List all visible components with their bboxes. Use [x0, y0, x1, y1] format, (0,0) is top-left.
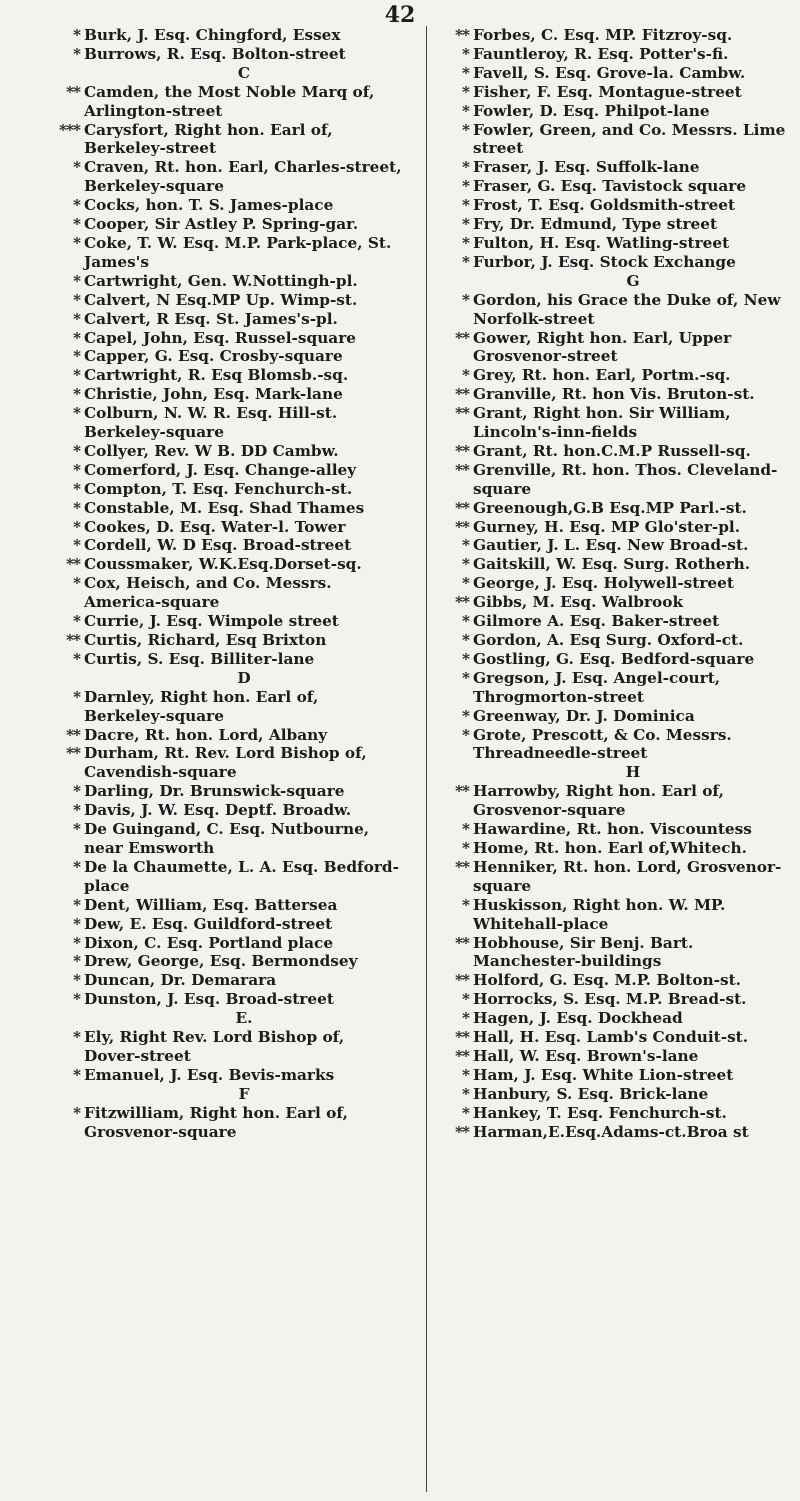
subscriber-entry: [44, 442, 404, 461]
subscriber-entry: [433, 669, 793, 707]
subscriber-text: Fulton, H. Esq. Watling-street: [473, 233, 730, 252]
subscriber-text: Camden, the Most Noble Marq of, Arlington-street: [84, 82, 375, 120]
subscriber-text: De Guingand, C. Esq. Nutbourne, near Emsworth: [84, 820, 370, 857]
subscriber-entry: [433, 1085, 793, 1104]
subscriber-entry: [433, 499, 793, 518]
subscriber-entry: [44, 726, 404, 745]
subscriber-text: Coussmaker, W.K.Esq.Dorset-sq.: [84, 555, 362, 574]
subscriber-entry: [433, 26, 793, 45]
subscriber-entry: [433, 83, 793, 102]
subscriber-text: Hall, W. Esq. Brown's-lane: [473, 1046, 699, 1065]
subscriber-entry: [433, 215, 793, 234]
subscriber-text: Hankey, T. Esq. Fenchurch-st.: [473, 1103, 727, 1122]
asterisk-marks: *: [73, 536, 80, 555]
subscriber-text: Duncan, Dr. Demarara: [84, 971, 277, 990]
asterisk-marks: **: [455, 1046, 469, 1065]
subscriber-entry: [433, 650, 793, 669]
subscriber-text: Forbes, C. Esq. MP. Fitzroy-sq.: [473, 26, 733, 44]
subscriber-entry: [44, 612, 404, 631]
subscriber-text: Collyer, Rev. W B. DD Cambw.: [84, 441, 339, 460]
asterisk-marks: **: [66, 631, 80, 649]
asterisk-marks: *: [462, 612, 469, 631]
asterisk-marks: *: [462, 252, 469, 271]
section-letter: G: [626, 271, 640, 290]
asterisk-marks: *: [462, 1103, 469, 1122]
subscriber-text: Dent, William, Esq. Battersea: [84, 895, 338, 914]
subscriber-list: [44, 26, 784, 1496]
subscriber-text: Hanbury, S. Esq. Brick-lane: [473, 1084, 709, 1103]
subscriber-entry: [433, 291, 793, 329]
subscriber-text: Horrocks, S. Esq. M.P. Bread-st.: [473, 990, 747, 1009]
asterisk-marks: *: [73, 517, 80, 536]
section-letter: F: [238, 1084, 250, 1103]
subscriber-text: Greenough,G.B Esq.MP Parl.-st.: [473, 498, 747, 517]
subscriber-text: Curtis, S. Esq. Billiter-lane: [84, 649, 315, 668]
subscriber-entry: [433, 366, 793, 385]
subscriber-entry: [433, 858, 793, 896]
subscriber-entry: [44, 536, 404, 555]
subscriber-entry: [433, 64, 793, 83]
asterisk-marks: **: [455, 328, 469, 347]
subscriber-entry: [433, 1066, 793, 1085]
subscriber-text: Gibbs, M. Esq. Walbrook: [473, 593, 684, 612]
asterisk-marks: **: [455, 498, 469, 517]
subscriber-entry: [433, 329, 793, 367]
subscriber-text: Darnley, Right hon. Earl of, Berkeley-square: [84, 687, 319, 725]
asterisk-marks: **: [455, 782, 469, 801]
asterisk-marks: *: [462, 366, 469, 385]
subscriber-entry: [433, 461, 793, 499]
subscriber-text: Grenville, Rt. hon. Thos. Cleveland-square: [473, 460, 778, 498]
subscriber-entry: [433, 1047, 793, 1066]
asterisk-marks: **: [455, 460, 469, 479]
right-column: [426, 26, 793, 1492]
subscriber-text: Hobhouse, Sir Benj. Bart. Manchester-buildings: [473, 933, 694, 971]
asterisk-marks: *: [462, 895, 469, 914]
asterisk-marks: *: [73, 158, 80, 177]
subscriber-text: Grant, Right hon. Sir William, Lincoln's-inn-fields: [473, 404, 731, 442]
subscriber-entry: [433, 253, 793, 272]
subscriber-text: Cordell, W. D Esq. Broad-street: [84, 536, 352, 555]
subscriber-text: Grant, Rt. hon.C.M.P Russell-sq.: [473, 441, 751, 460]
subscriber-entry: [44, 574, 404, 612]
asterisk-marks: *: [73, 649, 80, 668]
subscriber-entry: [433, 1104, 793, 1123]
subscriber-entry: [433, 820, 793, 839]
subscriber-text: Darling, Dr. Brunswick-square: [84, 782, 345, 801]
subscriber-text: Calvert, R Esq. St. James's-pl.: [84, 309, 338, 328]
asterisk-marks: *: [73, 404, 80, 423]
subscriber-entry: [433, 45, 793, 64]
subscriber-entry: [433, 990, 793, 1009]
subscriber-entry: [44, 631, 404, 650]
asterisk-marks: *: [462, 649, 469, 668]
subscriber-text: Ely, Right Rev. Lord Bishop of, Dover-street: [84, 1028, 345, 1065]
subscriber-text: Gregson, J. Esq. Angel-court, Throgmorton-street: [473, 668, 721, 706]
asterisk-marks: *: [462, 706, 469, 725]
subscriber-entry: [433, 707, 793, 726]
section-letter: E.: [235, 1009, 253, 1028]
asterisk-marks: *: [73, 971, 80, 990]
subscriber-entry: [433, 631, 793, 650]
subscriber-text: Durham, Rt. Rev. Lord Bishop of, Cavendish-square: [84, 744, 367, 782]
asterisk-marks: ***: [59, 120, 80, 139]
subscriber-text: Hawardine, Rt. hon. Viscountess: [473, 820, 752, 839]
asterisk-marks: *: [462, 820, 469, 839]
asterisk-marks: *: [73, 26, 80, 44]
subscriber-text: Gilmore A. Esq. Baker-street: [473, 612, 720, 631]
subscriber-text: Davis, J. W. Esq. Deptf. Broadw.: [84, 801, 352, 820]
subscriber-entry: [44, 915, 404, 934]
subscriber-entry: [433, 102, 793, 121]
subscriber-text: Greenway, Dr. J. Dominica: [473, 706, 695, 725]
asterisk-marks: *: [462, 82, 469, 101]
subscriber-text: Cartwright, Gen. W.Nottingh-pl.: [84, 271, 358, 290]
asterisk-marks: *: [73, 196, 80, 215]
asterisk-marks: *: [73, 857, 80, 876]
section-letter: H: [625, 763, 641, 782]
asterisk-marks: *: [462, 838, 469, 857]
subscriber-text: Dunston, J. Esq. Broad-street: [84, 990, 334, 1009]
subscriber-entry: [433, 385, 793, 404]
subscriber-entry: [44, 158, 404, 196]
subscriber-text: Fowler, D. Esq. Philpot-lane: [473, 101, 710, 120]
asterisk-marks: **: [455, 1028, 469, 1047]
subscriber-text: Frost, T. Esq. Goldsmith-street: [473, 196, 736, 215]
subscriber-text: Burk, J. Esq. Chingford, Essex: [84, 26, 341, 44]
asterisk-marks: *: [73, 347, 80, 366]
subscriber-entry: [44, 121, 404, 159]
asterisk-marks: **: [455, 857, 469, 876]
asterisk-marks: *: [73, 290, 80, 309]
subscriber-entry: [44, 83, 404, 121]
subscriber-entry: [433, 1009, 793, 1028]
asterisk-marks: *: [73, 1065, 80, 1084]
subscriber-entry: [433, 612, 793, 631]
subscriber-entry: [44, 310, 404, 329]
subscriber-text: Grote, Prescott, & Co. Messrs. Threadneedle-street: [473, 725, 732, 763]
asterisk-marks: *: [73, 801, 80, 820]
subscriber-text: George, J. Esq. Holywell-street: [473, 574, 734, 593]
subscriber-text: De la Chaumette, L. A. Esq. Bedford-place: [84, 857, 399, 895]
subscriber-entry: [44, 196, 404, 215]
subscriber-entry: [44, 385, 404, 404]
subscriber-entry: [44, 744, 404, 782]
subscriber-entry: [44, 782, 404, 801]
asterisk-marks: **: [455, 404, 469, 423]
subscriber-text: Carysfort, Right hon. Earl of, Berkeley-street: [84, 120, 333, 158]
subscriber-text: Holford, G. Esq. M.P. Bolton-st.: [473, 971, 742, 990]
asterisk-marks: *: [73, 215, 80, 234]
subscriber-text: Burrows, R. Esq. Bolton-street: [84, 44, 346, 63]
asterisk-marks: **: [455, 1122, 469, 1141]
asterisk-marks: *: [73, 990, 80, 1009]
asterisk-marks: *: [73, 44, 80, 63]
asterisk-marks: *: [73, 479, 80, 498]
subscriber-entry: [44, 234, 404, 272]
subscriber-text: Cocks, hon. T. S. James-place: [84, 196, 334, 215]
subscriber-entry: [433, 158, 793, 177]
subscriber-entry: [44, 45, 404, 64]
asterisk-marks: *: [462, 990, 469, 1009]
subscriber-entry: [44, 820, 404, 858]
subscriber-text: Fauntleroy, R. Esq. Potter's-fi.: [473, 44, 729, 63]
subscriber-text: Colburn, N. W. R. Esq. Hill-st. Berkeley-square: [84, 404, 338, 442]
subscriber-text: Fowler, Green, and Co. Messrs. Lime street: [473, 120, 786, 158]
asterisk-marks: *: [462, 158, 469, 177]
subscriber-text: Hagen, J. Esq. Dockhead: [473, 1009, 683, 1028]
subscriber-text: Coke, T. W. Esq. M.P. Park-place, St. James's: [84, 233, 392, 271]
asterisk-marks: **: [66, 744, 80, 763]
asterisk-marks: *: [73, 233, 80, 252]
subscriber-entry: [44, 26, 404, 45]
subscriber-entry: [433, 536, 793, 555]
subscriber-text: Fisher, F. Esq. Montague-street: [473, 82, 742, 101]
subscriber-text: Cooper, Sir Astley P. Spring-gar.: [84, 215, 359, 234]
subscriber-entry: [44, 291, 404, 310]
asterisk-marks: *: [73, 933, 80, 952]
subscriber-text: Grey, Rt. hon. Earl, Portm.-sq.: [473, 366, 731, 385]
subscriber-entry: [44, 555, 404, 574]
subscriber-entry: [44, 404, 404, 442]
asterisk-marks: *: [462, 631, 469, 649]
asterisk-marks: *: [462, 725, 469, 744]
subscriber-entry: [433, 593, 793, 612]
subscriber-entry: [433, 782, 793, 820]
asterisk-marks: **: [455, 26, 469, 44]
subscriber-text: Capper, G. Esq. Crosby-square: [84, 347, 343, 366]
asterisk-marks: *: [462, 574, 469, 593]
subscriber-entry: [433, 121, 793, 159]
subscriber-entry: [44, 461, 404, 480]
asterisk-marks: *: [73, 820, 80, 839]
subscriber-text: Dacre, Rt. hon. Lord, Albany: [84, 725, 328, 744]
subscriber-text: Capel, John, Esq. Russel-square: [84, 328, 357, 347]
subscriber-entry: [44, 347, 404, 366]
section-letter: C: [237, 63, 251, 82]
subscriber-text: Favell, S. Esq. Grove-la. Cambw.: [473, 63, 746, 82]
subscriber-text: Calvert, N Esq.MP Up. Wimp-st.: [84, 290, 358, 309]
subscriber-entry: [44, 272, 404, 291]
asterisk-marks: *: [73, 328, 80, 347]
asterisk-marks: *: [73, 782, 80, 801]
section-letter: D: [237, 668, 251, 687]
asterisk-marks: **: [455, 517, 469, 536]
asterisk-marks: *: [73, 441, 80, 460]
asterisk-marks: *: [73, 498, 80, 517]
subscriber-text: Drew, George, Esq. Bermondsey: [84, 952, 358, 971]
asterisk-marks: **: [66, 555, 80, 574]
subscriber-entry: [44, 1104, 404, 1142]
subscriber-text: Craven, Rt. hon. Earl, Charles-street, Berkeley-square: [84, 158, 402, 196]
subscriber-entry: [433, 177, 793, 196]
subscriber-entry: [433, 442, 793, 461]
subscriber-entry: [44, 971, 404, 990]
subscriber-entry: [433, 234, 793, 253]
asterisk-marks: *: [462, 668, 469, 687]
asterisk-marks: *: [462, 101, 469, 120]
subscriber-text: Cartwright, R. Esq Blomsb.-sq.: [84, 366, 349, 385]
subscriber-entry: [44, 1028, 404, 1066]
asterisk-marks: *: [73, 687, 80, 706]
asterisk-marks: *: [73, 574, 80, 593]
asterisk-marks: *: [73, 1103, 80, 1122]
page-number: 42: [384, 2, 416, 28]
asterisk-marks: *: [462, 215, 469, 234]
asterisk-marks: *: [462, 233, 469, 252]
subscriber-entry: [44, 688, 404, 726]
left-column: [44, 26, 404, 1141]
asterisk-marks: **: [455, 971, 469, 990]
subscriber-text: Gostling, G. Esq. Bedford-square: [473, 649, 755, 668]
subscriber-text: Gaitskill, W. Esq. Surg. Rotherh.: [473, 555, 751, 574]
subscriber-text: Dew, E. Esq. Guildford-street: [84, 914, 333, 933]
subscriber-entry: [433, 1123, 793, 1142]
asterisk-marks: *: [73, 612, 80, 631]
subscriber-text: Currie, J. Esq. Wimpole street: [84, 612, 339, 631]
subscriber-text: Home, Rt. hon. Earl of,Whitech.: [473, 838, 747, 857]
subscriber-entry: [44, 934, 404, 953]
subscriber-text: Henniker, Rt. hon. Lord, Grosvenor-square: [473, 857, 782, 895]
subscriber-text: Harrowby, Right hon. Earl of, Grosvenor-square: [473, 782, 724, 820]
subscriber-text: Hall, H. Esq. Lamb's Conduit-st.: [473, 1028, 749, 1047]
subscriber-text: Fitzwilliam, Right hon. Earl of, Grosvenor-square: [84, 1103, 348, 1141]
subscriber-entry: [44, 329, 404, 348]
asterisk-marks: *: [462, 536, 469, 555]
subscriber-entry: [44, 499, 404, 518]
subscriber-entry: [44, 650, 404, 669]
subscriber-text: Christie, John, Esq. Mark-lane: [84, 385, 343, 404]
subscriber-entry: [433, 934, 793, 972]
asterisk-marks: *: [73, 1028, 80, 1047]
asterisk-marks: **: [455, 933, 469, 952]
asterisk-marks: **: [455, 593, 469, 612]
asterisk-marks: *: [462, 120, 469, 139]
asterisk-marks: **: [455, 385, 469, 404]
subscriber-entry: [433, 726, 793, 764]
asterisk-marks: *: [73, 271, 80, 290]
subscriber-entry: [44, 896, 404, 915]
asterisk-marks: *: [73, 460, 80, 479]
subscriber-text: Gautier, J. L. Esq. New Broad-st.: [473, 536, 749, 555]
subscriber-entry: [44, 480, 404, 499]
subscriber-entry: [44, 1066, 404, 1085]
subscriber-entry: [433, 574, 793, 593]
subscriber-text: Ham, J. Esq. White Lion-street: [473, 1065, 734, 1084]
asterisk-marks: *: [73, 952, 80, 971]
subscriber-entry: [44, 858, 404, 896]
subscriber-text: Harman,E.Esq.Adams-ct.Broa st: [473, 1122, 749, 1141]
subscriber-entry: [44, 990, 404, 1009]
subscriber-text: Gurney, H. Esq. MP Glo'ster-pl.: [473, 517, 741, 536]
subscriber-text: Huskisson, Right hon. W. MP. Whitehall-place: [473, 895, 726, 933]
subscriber-entry: [433, 971, 793, 990]
subscriber-entry: [44, 215, 404, 234]
asterisk-marks: *: [462, 196, 469, 215]
asterisk-marks: **: [66, 725, 80, 744]
asterisk-marks: *: [73, 366, 80, 385]
subscriber-entry: [44, 801, 404, 820]
subscriber-text: Curtis, Richard, Esq Brixton: [84, 631, 327, 649]
subscriber-text: Gordon, his Grace the Duke of, New Norfolk-street: [473, 290, 781, 328]
asterisk-marks: *: [73, 385, 80, 404]
asterisk-marks: **: [66, 82, 80, 101]
subscriber-entry: [433, 896, 793, 934]
subscriber-text: Constable, M. Esq. Shad Thames: [84, 498, 365, 517]
asterisk-marks: *: [73, 895, 80, 914]
subscriber-text: Compton, T. Esq. Fenchurch-st.: [84, 479, 353, 498]
subscriber-text: Dixon, C. Esq. Portland place: [84, 933, 334, 952]
subscriber-entry: [433, 196, 793, 215]
asterisk-marks: *: [462, 177, 469, 196]
subscriber-entry: [433, 555, 793, 574]
asterisk-marks: *: [462, 44, 469, 63]
subscriber-text: Cox, Heisch, and Co. Messrs. America-square: [84, 574, 332, 612]
subscriber-text: Gower, Right hon. Earl, Upper Grosvenor-street: [473, 328, 732, 366]
asterisk-marks: *: [73, 914, 80, 933]
subscriber-text: Fraser, G. Esq. Tavistock square: [473, 177, 747, 196]
subscriber-text: Furbor, J. Esq. Stock Exchange: [473, 252, 736, 271]
subscriber-entry: [44, 952, 404, 971]
asterisk-marks: *: [73, 309, 80, 328]
subscriber-entry: [44, 366, 404, 385]
subscriber-text: Granville, Rt. hon Vis. Bruton-st.: [473, 385, 755, 404]
asterisk-marks: *: [462, 1084, 469, 1103]
subscriber-entry: [433, 404, 793, 442]
subscriber-text: Cookes, D. Esq. Water-l. Tower: [84, 517, 346, 536]
subscriber-text: Fraser, J. Esq. Suffolk-lane: [473, 158, 700, 177]
asterisk-marks: **: [455, 441, 469, 460]
subscriber-entry: [433, 839, 793, 858]
asterisk-marks: *: [462, 1065, 469, 1084]
asterisk-marks: *: [462, 555, 469, 574]
asterisk-marks: *: [462, 1009, 469, 1028]
subscriber-entry: [44, 518, 404, 537]
subscriber-text: Emanuel, J. Esq. Bevis-marks: [84, 1065, 335, 1084]
subscriber-entry: [433, 518, 793, 537]
subscriber-text: Fry, Dr. Edmund, Type street: [473, 215, 718, 234]
subscriber-text: Comerford, J. Esq. Change-alley: [84, 460, 357, 479]
asterisk-marks: *: [462, 290, 469, 309]
subscriber-text: Gordon, A. Esq Surg. Oxford-ct.: [473, 631, 744, 649]
subscriber-entry: [433, 1028, 793, 1047]
asterisk-marks: *: [462, 63, 469, 82]
